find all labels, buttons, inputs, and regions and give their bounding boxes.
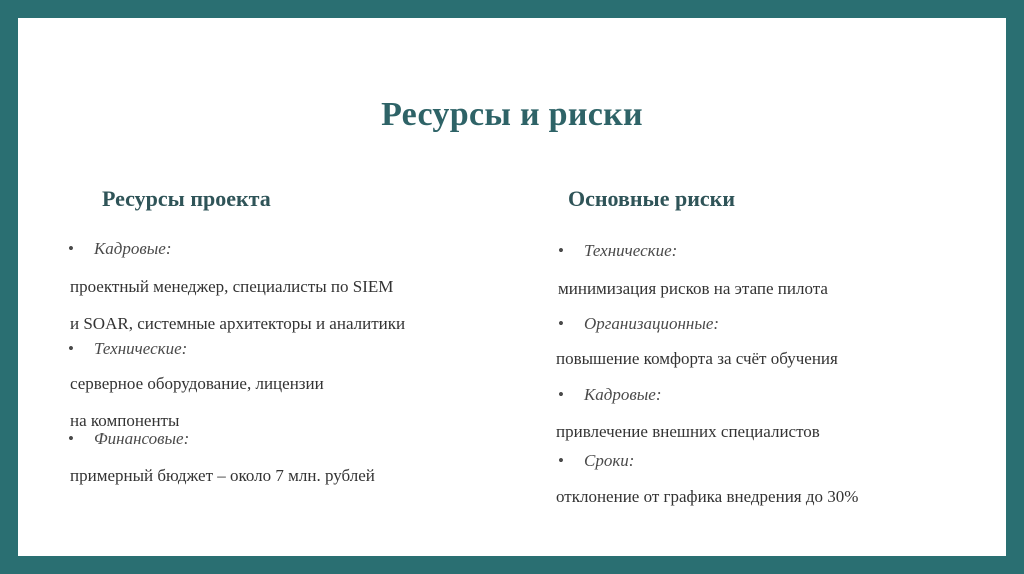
risks-heading: Основные риски: [568, 186, 736, 211]
bullet-marker: •: [68, 339, 74, 358]
risks-organizational-line-1: повышение комфорта за счёт обучения: [556, 349, 838, 368]
resources-financial-line-1: примерный бюджет – около 7 млн. рублей: [70, 466, 375, 485]
resources-heading: Ресурсы проекта: [102, 186, 271, 211]
bullet-label: Финансовые:: [94, 429, 190, 448]
bullet-label: Кадровые:: [584, 385, 662, 404]
resources-technical-line-1: серверное оборудование, лицензии: [70, 374, 324, 393]
bullet-label: Организационные:: [584, 314, 720, 333]
risks-bullet-technical: [558, 241, 677, 261]
risks-bullet-staff: [558, 385, 662, 405]
bullet-marker: •: [558, 314, 564, 333]
resources-bullet-financial: [68, 429, 189, 449]
resources-staff-line-2: и SOAR, системные архитекторы и аналитики: [70, 314, 406, 333]
bullet-marker: •: [68, 429, 74, 448]
risks-bullet-organizational: [558, 314, 719, 334]
risks-technical-line-1: минимизация рисков на этапе пилота: [558, 279, 828, 298]
bullet-marker: •: [558, 385, 564, 404]
slide: [18, 18, 1006, 556]
bullet-label: Технические:: [584, 241, 678, 260]
bullet-marker: •: [558, 241, 564, 260]
risks-staff-line-1: привлечение внешних специалистов: [556, 422, 820, 441]
resources-staff-line-1: проектный менеджер, специалисты по SIEM: [70, 277, 394, 296]
bullet-label: Сроки:: [584, 451, 635, 470]
bullet-label: Технические:: [94, 339, 188, 358]
risks-bullet-schedule: [558, 451, 634, 471]
bullet-label: Кадровые:: [94, 239, 172, 258]
resources-technical-line-2: на компоненты: [70, 411, 180, 430]
bullet-marker: •: [68, 239, 74, 258]
resources-bullet-technical: [68, 339, 187, 359]
risks-schedule-line-1: отклонение от графика внедрения до 30%: [556, 487, 859, 506]
bullet-marker: •: [558, 451, 564, 470]
resources-bullet-staff: [68, 239, 172, 259]
slide-title: Ресурсы и риски: [381, 96, 643, 133]
